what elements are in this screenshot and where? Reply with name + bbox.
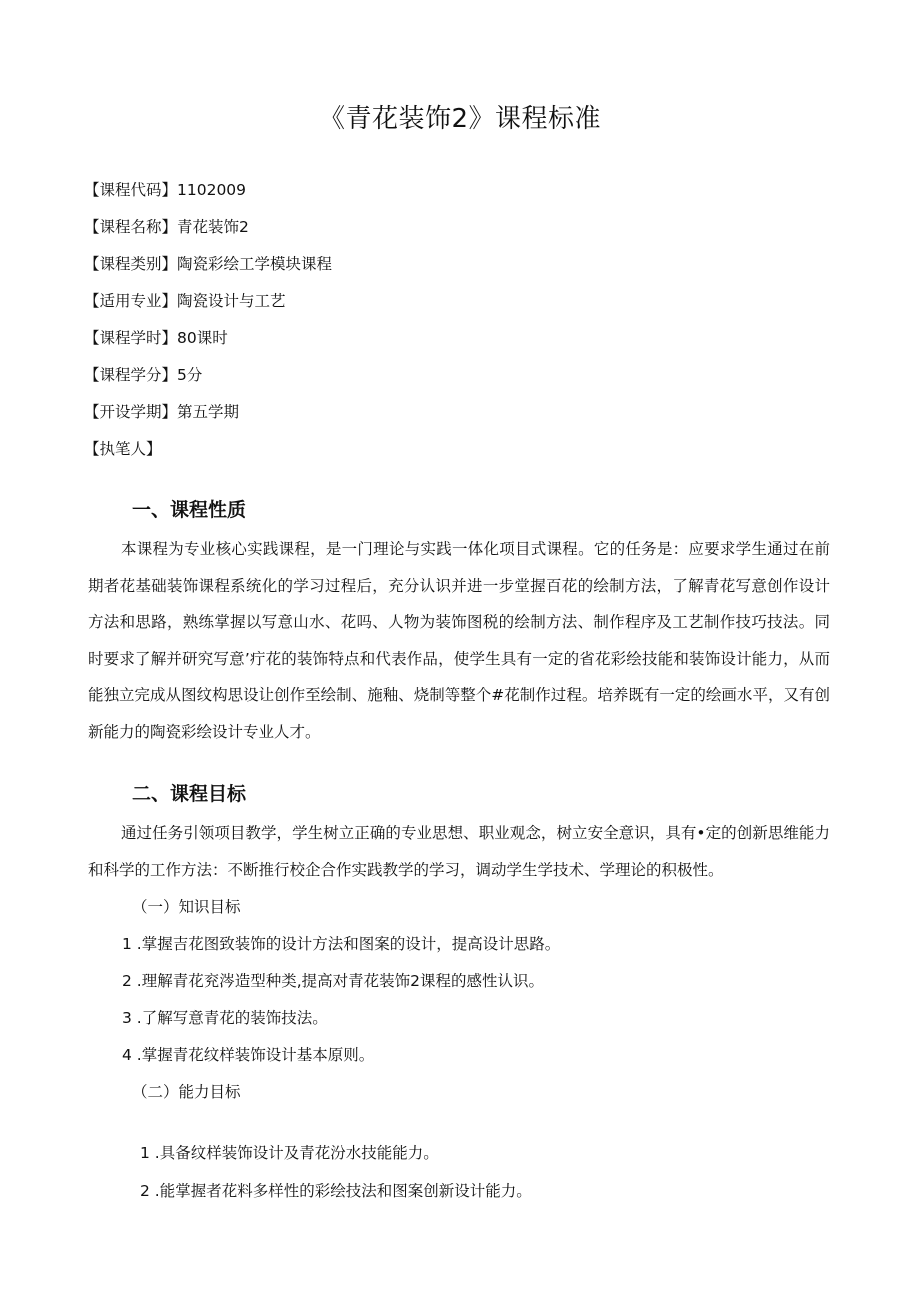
knowledge-item: 1 .掌握吉花图致装饰的设计方法和图案的设计，提高设计思路。 [122, 935, 561, 953]
document-title: 《青花装饰2》课程标准 [318, 104, 602, 134]
section-heading-nature: 一、课程性质 [132, 499, 247, 521]
course-category: 【课程类别】陶瓷彩绘工学模块课程 [84, 255, 333, 273]
ability-item: 2 .能掌握者花料多样性的彩绘技法和图案创新设计能力。 [140, 1182, 532, 1200]
author: 【执笔人】 [84, 440, 162, 458]
knowledge-item: 4 .掌握青花纹样装饰设计基本原则。 [122, 1046, 375, 1064]
knowledge-item: 3 .了解写意青花的装饰技法。 [122, 1009, 328, 1027]
semester: 【开设学期】第五学期 [84, 403, 240, 421]
section-body-nature: 本课程为专业核心实践课程，是一门理论与实践一体化项目式课程。它的任务是：应要求学生通过在前期者花基础装饰课程系统化的学习过程后，充分认识并进一步堂握百花的绘制方法，了解青花写意创作设计方法和思路，熟练掌握以写意山水、花吗、人物为装饰图税的绘制方法、制作程序及工艺制作技巧技法。同时要求了解并研究写意’疔花的装饰特点和代表作品，使学生具有一定的省花彩绘技能和装饰设计能力，从而能独立完成从图纹构思设让创作至绘制、施釉、烧制等整个#花制作过程。培养既有一定的绘画水平，又有创新能力的陶瓷彩绘设计专业人才。 [88, 540, 830, 741]
applicable-major: 【适用专业】陶瓷设计与工艺 [84, 292, 286, 310]
section-body-objectives: 通过任务引领项目教学，学生树立正确的专业思想、职业观念，树立安全意识，具有•定的创新思维能力和科学的工作方法：不断推行校企合作实践教学的学习，调动学生学技术、学理论的积极性。 [88, 824, 830, 879]
knowledge-item: 2 .理解青花兖涔造型种类,提高对青花装饰2课程的感性认识。 [122, 972, 545, 990]
section-heading-objectives: 二、课程目标 [132, 783, 247, 805]
subheading-knowledge-objectives: （一）知识目标 [132, 898, 241, 916]
ability-item: 1 .具备纹样装饰设计及青花汾水技能能力。 [140, 1144, 439, 1162]
subheading-ability-objectives: （二）能力目标 [132, 1083, 241, 1101]
course-credits: 【课程学分】5分 [84, 366, 203, 384]
course-hours: 【课程学时】80课时 [84, 329, 228, 347]
course-code: 【课程代码】1102009 [84, 181, 247, 199]
course-name: 【课程名称】青花装饰2 [84, 218, 249, 236]
course-info-list [84, 178, 844, 474]
